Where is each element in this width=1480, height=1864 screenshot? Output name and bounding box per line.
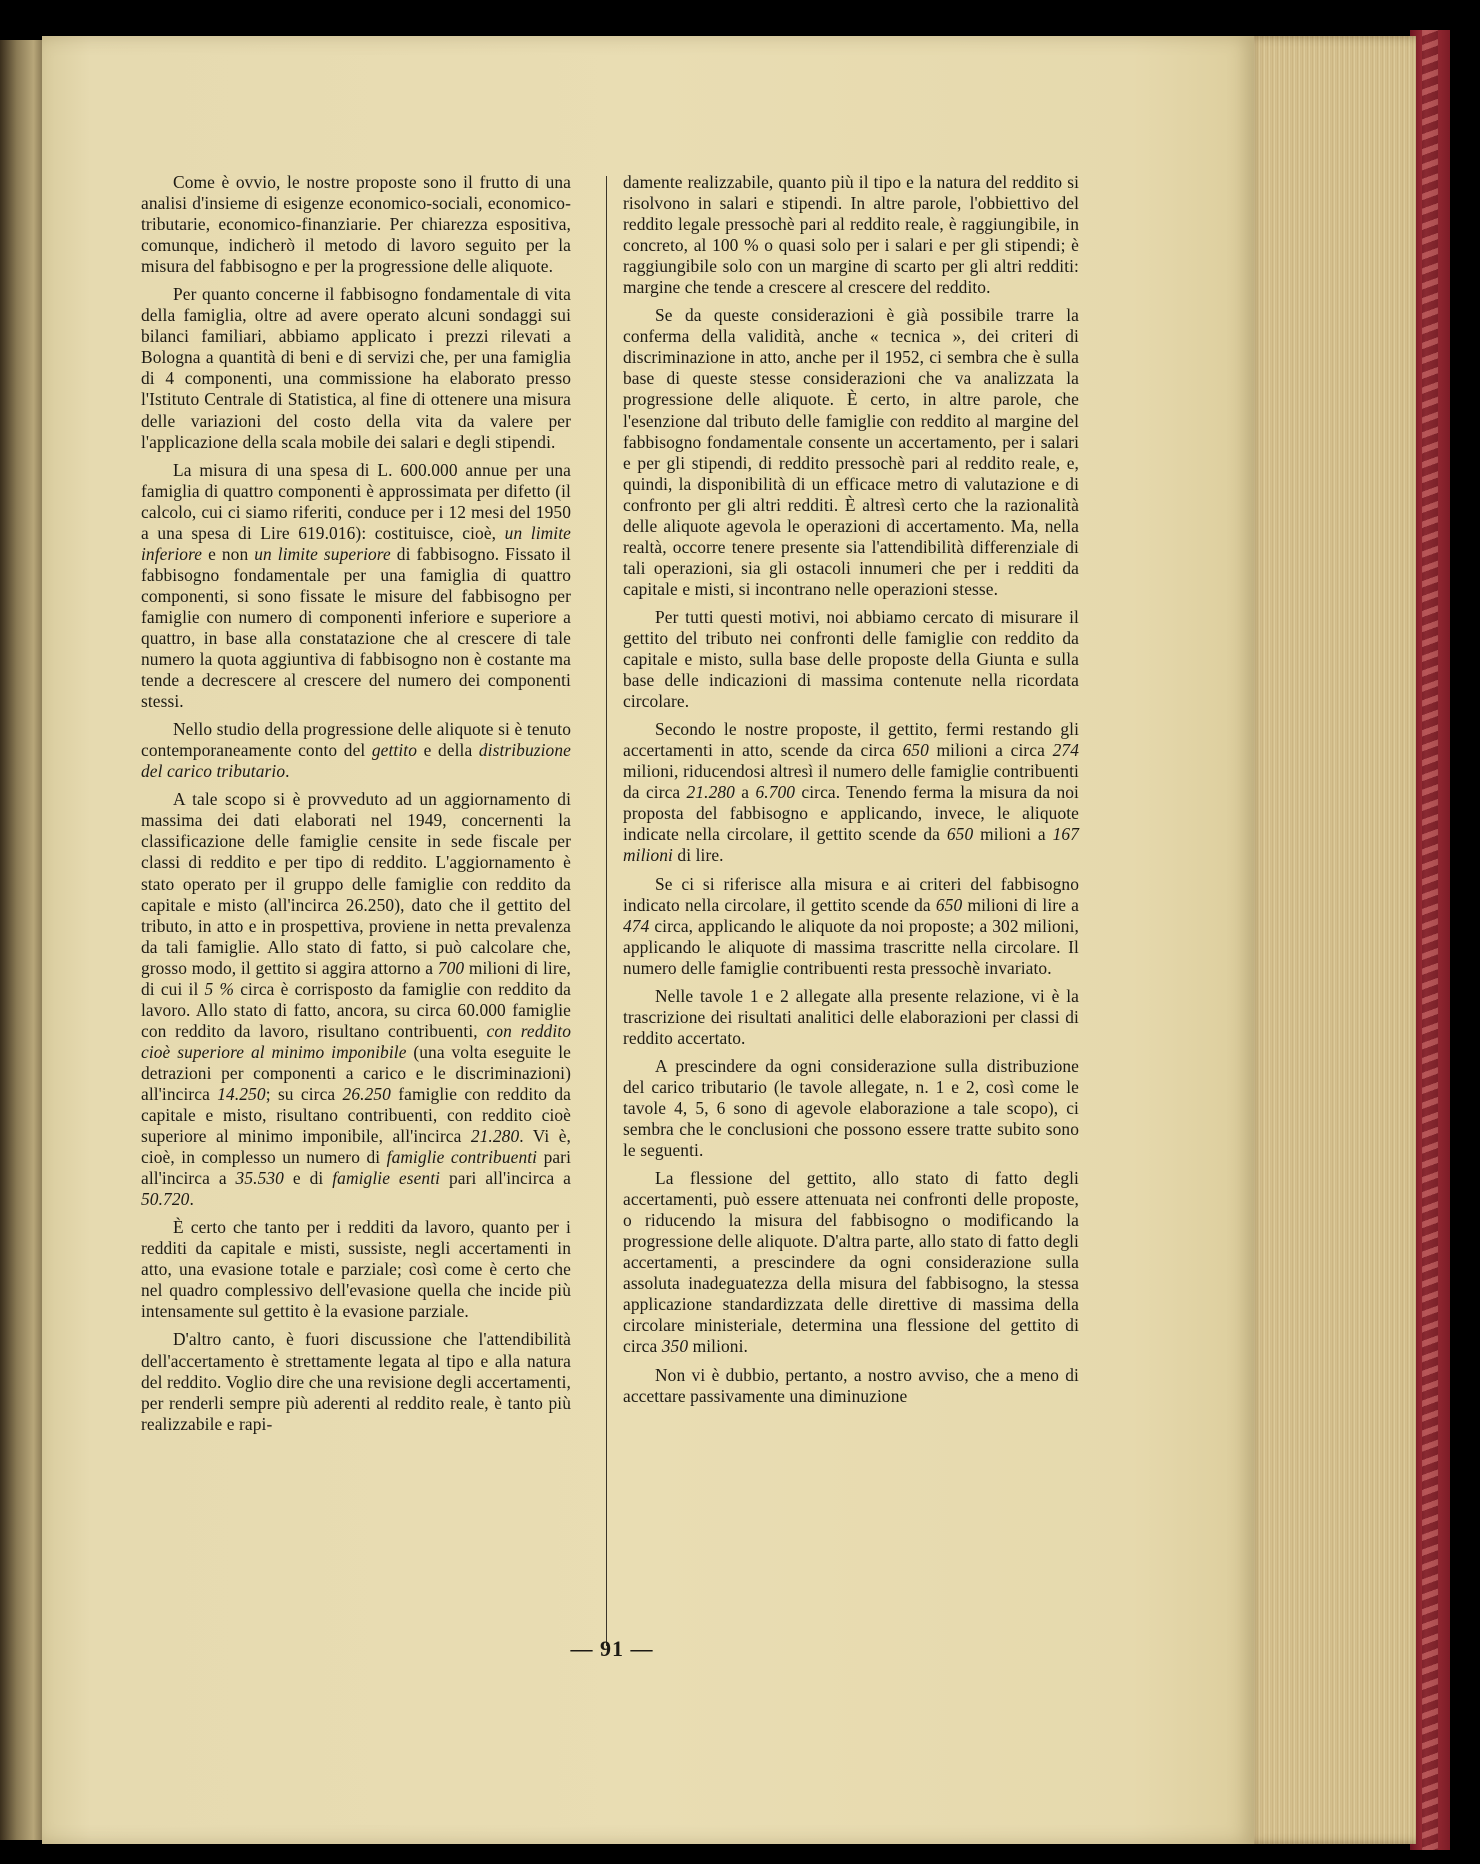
paragraph: Per tutti questi motivi, noi abbiamo cercato di misurare il gettito del tributo nei confronti delle famiglie con reddito da capitale e misto, sulla base delle proposte della Giunta e sulla base delle indicazioni di massima contenute nella ricordata circolare. [623, 606, 1079, 712]
paragraph: Non vi è dubbio, pertanto, a nostro avviso, che a meno di accettare passivamente una diminuzione [623, 1364, 1079, 1406]
paragraph: Nello studio della progressione delle aliquote si è tenuto contemporaneamente conto del gettito e della distribuzione del carico tributario. [141, 719, 571, 782]
paragraph: Per quanto concerne il fabbisogno fondamentale di vita della famiglia, oltre ad avere operato alcuni sondaggi sui bilanci familiari, abbiamo applicato i prezzi rilevati a Bologna a quantità di beni e di servizi che, per una famiglia di 4 componenti, una commissione ha elaborato presso l'Istituto Centrale di Statistica, al fine di ottenere una misura delle variazioni del costo della vita da valere per l'applicazione della scala mobile dei salari e degli stipendi. [141, 284, 571, 452]
paragraph: Come è ovvio, le nostre proposte sono il frutto di una analisi d'insieme di esigenze economico-sociali, economico-tributarie, economico-finanziarie. Per chiarezza espositiva, comunque, indicherò il metodo di lavoro seguito per la misura del fabbisogno e per la progressione delle aliquote. [141, 172, 571, 277]
column-divider [606, 176, 607, 1646]
right-text-column [623, 172, 1079, 1414]
book-cover-edge [1410, 30, 1450, 1850]
paragraph: D'altro canto, è fuori discussione che l'attendibilità dell'accertamento è strettamente legata al tipo e alla natura del reddito. Voglio dire che una revisione degli accertamenti, per renderli sempre più aderenti al reddito reale, è tanto più realizzabile e rapi- [141, 1329, 571, 1434]
left-text-column [141, 172, 571, 1442]
book-binding [0, 40, 48, 1840]
page-edges [1246, 36, 1416, 1844]
paragraph: La misura di una spesa di L. 600.000 annue per una famiglia di quattro componenti è approssimata per difetto (il calcolo, cui ci siamo riferiti, conduce per i 12 mesi del 1950 a una spesa di Lire 619.016): costituisce, cioè, un limite inferiore e non un limite superiore di fabbisogno. Fissato il fabbisogno fondamentale per una famiglia di quattro componenti, si sono fissate le misure del fabbisogno per famiglie con numero di componenti inferiore e superiore a quattro, in base alla constatazione che al crescere di tale numero la quota aggiuntiva di fabbisogno non è costante ma tende a decrescere al crescere del numero dei componenti stessi. [141, 459, 571, 712]
paragraph: È certo che tanto per i redditi da lavoro, quanto per i redditi da capitale e misti, sussiste, negli accertamenti in atto, una evasione totale e parziale; così come è certo che nel quadro complessivo dell'evasione quella che incide più intensamente sul gettito è la evasione parziale. [141, 1217, 571, 1322]
paragraph: A tale scopo si è provveduto ad un aggiornamento di massima dei dati elaborati nel 1949, concernenti la classificazione delle famiglie censite in sede fiscale per classi di reddito e per tipo di reddito. L'aggiornamento è stato operato per il gruppo delle famiglie con reddito da capitale e misto (all'incirca 26.250), dato che il gettito del tributo, in atto e in prospettiva, proviene in netta prevalenza da tali famiglie. Allo stato di fatto, si può calcolare che, grosso modo, il gettito si aggira attorno a 700 milioni di lire, di cui il 5 % circa è corrisposto da famiglie con reddito da lavoro. Allo stato di fatto, ancora, su circa 60.000 famiglie con reddito da lavoro, risultano contribuenti, con reddito cioè superiore al minimo imponibile (una volta eseguite le detrazioni per componenti a carico e le discriminazioni) all'incirca 14.250; su circa 26.250 famiglie con reddito da capitale e misto, risultano contribuenti, con reddito cioè superiore al minimo imponibile, all'incirca 21.280. Vi è, cioè, in complesso un numero di famiglie contribuenti pari all'incirca a 35.530 e di famiglie esenti pari all'incirca a 50.720. [141, 789, 572, 1210]
paragraph: damente realizzabile, quanto più il tipo e la natura del reddito si risolvono in salari e stipendi. In altre parole, l'obbiettivo del reddito legale pressochè pari al reddito reale, è raggiungibile, in concreto, al 100 % o quasi solo per i salari e per gli stipendi; è raggiungibile solo con un margine di scarto per gli altri redditi: margine che tende a crescere al crescere del reddito. [623, 172, 1079, 298]
paragraph: A prescindere da ogni considerazione sulla distribuzione del carico tributario (le tavole allegate, n. 1 e 2, così come le tavole 4, 5, 6 sono di agevole elaborazione a tale scopo), ci sembra che le conclusioni che possono essere tratte subito sono le seguenti. [623, 1055, 1079, 1161]
paragraph: Se ci si riferisce alla misura e ai criteri del fabbisogno indicato nella circolare, il gettito scende da 650 milioni di lire a 474 circa, applicando le aliquote da noi proposte; a 302 milioni, applicando le aliquote di massima trascritte nella circolare. Il numero delle famiglie contribuenti resta pressochè invariato. [623, 873, 1079, 978]
paragraph: Nelle tavole 1 e 2 allegate alla presente relazione, vi è la trascrizione dei risultati analitici delle elaborazioni per classi di reddito accertato. [623, 985, 1079, 1048]
page-number: — 91 — [570, 1636, 654, 1661]
paragraph: Se da queste considerazioni è già possibile trarre la conferma della validità, anche « tecnica », dei criteri di discriminazione in atto, anche per il 1952, ci sembra che è sulla base di queste stesse considerazioni che va analizzata la progressione delle aliquote. È certo, in altre parole, che l'esenzione dal tributo delle famiglie con reddito al margine del fabbisogno fondamentale consente un accertamento, per i salari e per gli stipendi, di reddito pressochè pari al reddito reale, e, quindi, la disponibilità di un efficace metro di valutazione e di confronto per gli altri redditi. È altresì certo che la razionalità delle aliquote agevola le operazioni di accertamento. Ma, nella realtà, occorre tenere presente sia l'attendibilità differenziale di tali operazioni, sia gli ostacoli innumeri che per i redditi da capitale e misti, si incontrano nelle operazioni stesse. [623, 305, 1079, 599]
paragraph: Secondo le nostre proposte, il gettito, fermi restando gli accertamenti in atto, scende da circa 650 milioni a circa 274 milioni, riducendosi altresì il numero delle famiglie contribuenti da circa 21.280 a 6.700 circa. Tenendo ferma la misura da noi proposta del fabbisogno e applicando, invece, le aliquote indicate nella circolare, il gettito scende da 650 milioni a 167 milioni di lire. [623, 719, 1080, 866]
paragraph: La flessione del gettito, allo stato di fatto degli accertamenti, può essere attenuata nei confronti delle proposte, o riducendo la misura del fabbisogno o modificando la progressione delle aliquote. D'altra parte, allo stato di fatto degli accertamenti, a prescindere da ogni considerazione sulla assoluta inadeguatezza della misura del fabbisogno, la stessa applicazione standardizzata delle direttive di massima della circolare ministeriale, determina una flessione del gettito di circa 350 milioni. [623, 1168, 1079, 1357]
